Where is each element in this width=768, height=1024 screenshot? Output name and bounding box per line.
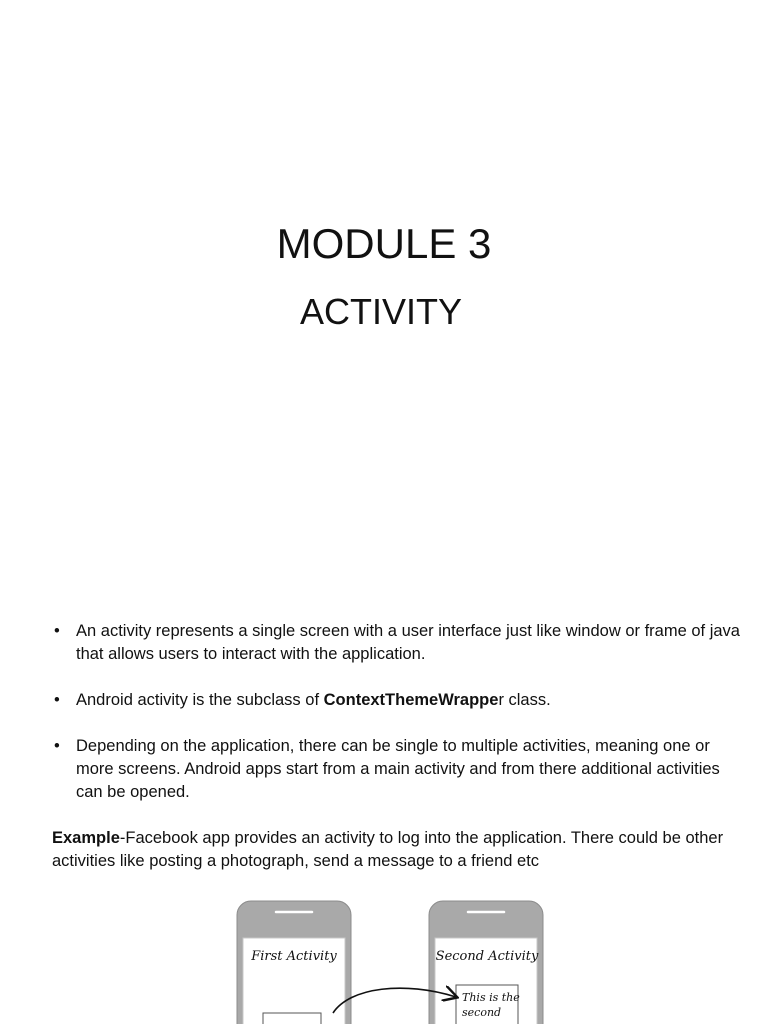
bullet-text: Android activity is the subclass of [76, 691, 324, 709]
bullet-marker: • [54, 691, 60, 709]
example-text: -Facebook app provides an activity to log into the application. There could be other activities like posting a photograph, send a message to a friend etc [52, 829, 724, 870]
bullet-item [52, 735, 742, 804]
second-phone-note-line1: This is the [462, 991, 520, 1004]
first-phone-label: First Activity [251, 949, 337, 964]
body-text [52, 620, 742, 873]
bullet-bold-text: ContextThemeWrappe [323, 691, 499, 709]
bullet-marker: • [54, 737, 60, 755]
bullet-marker: • [54, 622, 60, 640]
bullet-list [52, 620, 742, 804]
bullet-text: Depending on the application, there can be single to multiple activities, meaning one or more screens. Android apps start from a main activity and from there additional activities can be opened. [76, 737, 720, 801]
bullet-item [52, 689, 742, 712]
second-phone-label: Second Activity [435, 949, 539, 964]
activity-diagram [0, 895, 768, 1024]
page-title: MODULE 3 [276, 220, 492, 267]
second-phone [429, 901, 543, 1024]
bullet-text-tail: r class. [498, 691, 551, 709]
second-phone-note-line2: second [462, 1006, 502, 1019]
bullet-item [52, 620, 742, 666]
page-subtitle: ACTIVITY [299, 291, 463, 332]
bullet-text: An activity represents a single screen with a user interface just like window or frame of java that allows users to interact with the application. [76, 622, 740, 663]
example-paragraph [52, 827, 742, 873]
example-label: Example [52, 829, 120, 847]
first-phone [237, 901, 351, 1024]
